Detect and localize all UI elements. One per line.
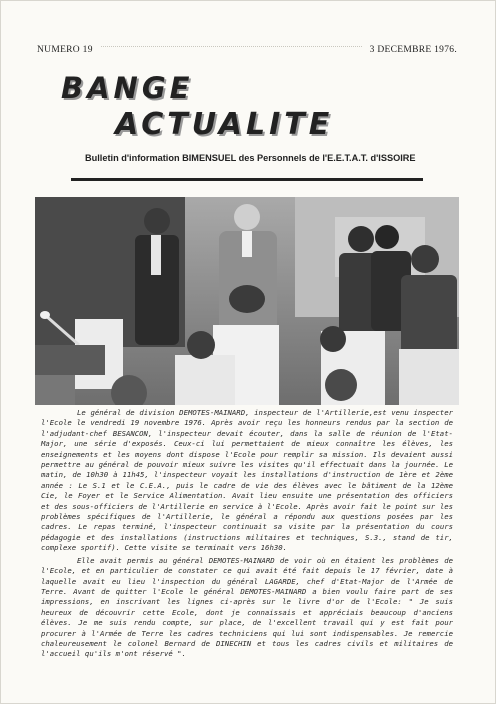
article-paragraph: Elle avait permis au général DEMOTES-MAINARD de voir où en étaient les problèmes de l'Ecole, et en particulier de constater ce qui avait été fait depuis le 17 février, date à laquelle avait eu lieu l'inspection du général LAGARDE, chef d'Etat-Major de l'Armée de Terre. Avant de quitter l'Ecole le général DEMOTES-MAINARD a bien voulu faire part de ses impressions, en inscrivant les lignes ci-après sur le livre d'or de l'Ecole: " Je suis heureux de découvrir cette Ecole, dont je connaissais et appréciais beaucoup d'anciens élèves. Je me suis rendu compte, sur place, de l'excellent travail qui y est fait pour procurer à l'Armée de Terre les cadres techniciens qui lui sont indispensables. Je remercie chaleureusement le colonel Bernard de DINECHIN et tous les cadres civils et militaires de l'accueil qu'ils m'ont réservé ". — [41, 555, 453, 659]
article-paragraph: Le général de division DEMOTES-MAINARD, inspecteur de l'Artillerie,est venu inspecter l'Ecole le vendredi 19 novembre 1976. Après avoir reçu les honneurs rendus par la section de l'adjudant-chef BESANCON, l'inspecteur devait écouter, dans la salle de réunion de l'Etat-Major, une série d'exposés. Ceux-ci lui permettaient de mieux connaître les élèves, les enseignements et les moyens dont dispose l'Ecole pour remplir sa mission. Ils devaient aussi permettre au général de pouvoir mieux suivre les visites qu'il effectuait dans la journée. Le matin, de 10h30 à 11h45, l'inspecteur voyait les installations d'instruction de 1ère et 2ème année : Le S.1 et le C.E.A., puis le cadre de vie des élèves avec le bâtiment de la 12ème Cie, le Foyer et le Service Alimentation. Avait lieu ensuite une présentation des officiers et des sous-officiers de l'Artillerie en service à l'Ecole. Après avoir fait le point sur les problèmes spécifiques de l'Artillerie, le général a répondu aux questions posées par les cadres. Le repas terminé, l'inspecteur continuait sa visite par la présentation du cours pédagogie et des installations (instructions militaires et techniques, S.3., stand de tir, complexe sportif). Cette visite se terminait vers 16h30. — [41, 408, 453, 553]
bulletin-subtitle: Bulletin d'information BIMENSUEL des Personnels de l'E.E.T.A.T. d'ISSOIRE — [85, 153, 416, 163]
issue-header — [37, 45, 457, 55]
issue-date: 3 DECEMBRE 1976. — [369, 45, 457, 55]
issue-number: NUMERO 19 — [37, 45, 93, 55]
masthead-rule — [71, 178, 423, 181]
masthead-line1: BANGE — [61, 71, 194, 105]
header-faint-rule — [101, 46, 362, 53]
masthead-line2: ACTUALITE — [115, 107, 334, 142]
inspection-photo — [35, 197, 459, 405]
article-body — [41, 408, 453, 662]
photo-illustration — [35, 197, 459, 405]
